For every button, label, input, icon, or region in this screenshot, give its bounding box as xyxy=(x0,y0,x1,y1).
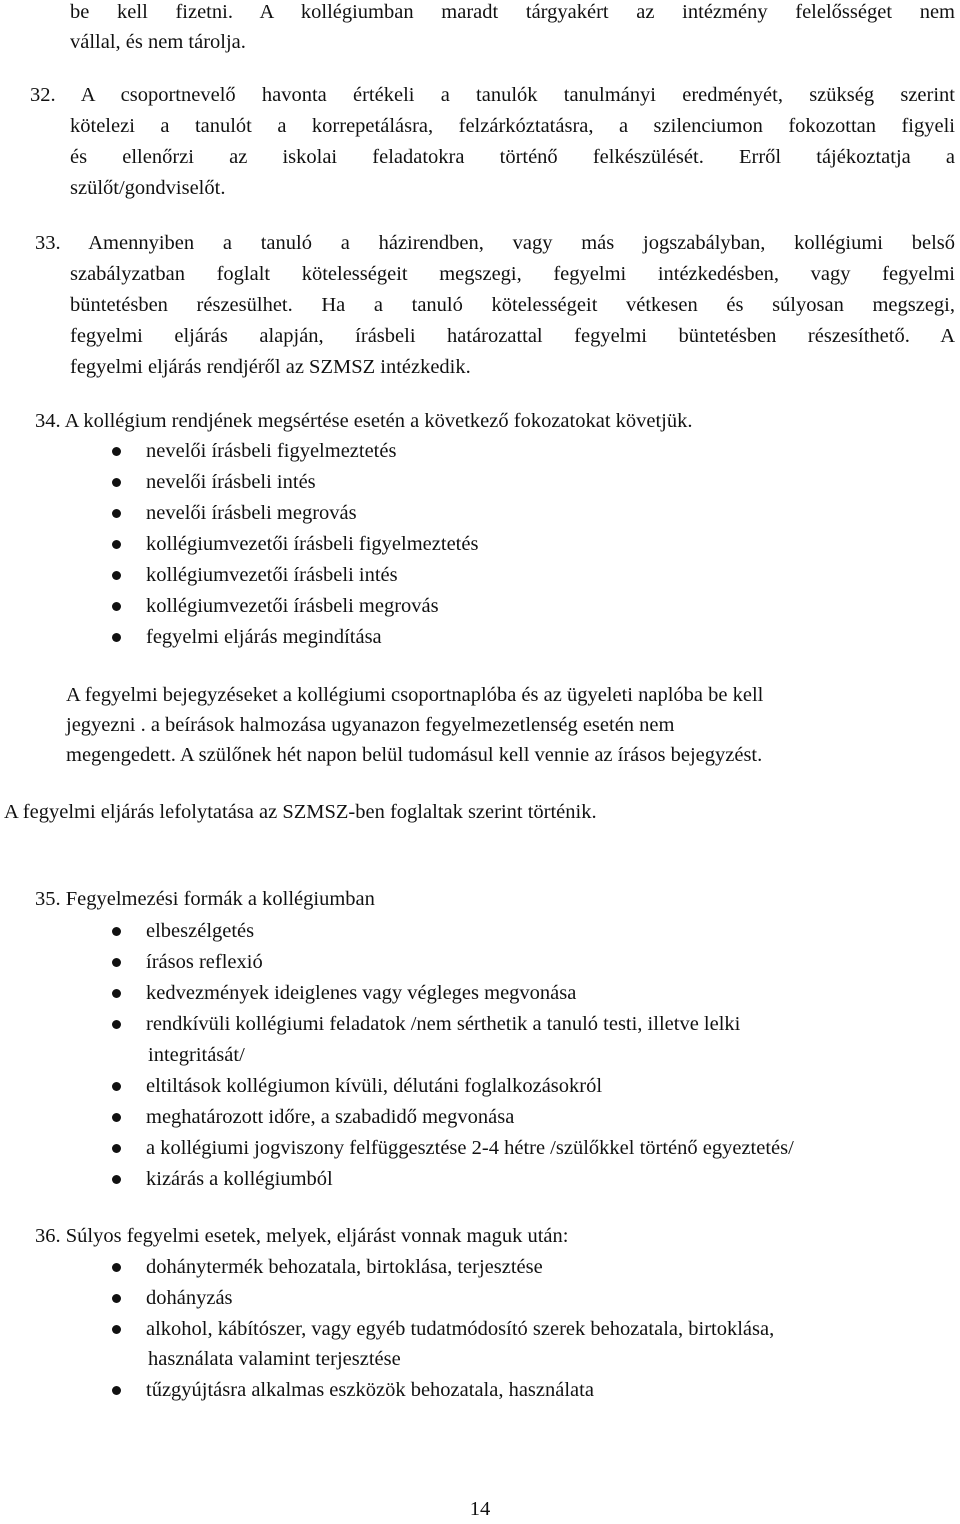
text-line: és ellenőrzi az iskolai feladatokra történő felkészülését. Erről tájékoztatja a xyxy=(70,146,955,168)
bullet-icon xyxy=(112,1113,121,1122)
bullet-icon xyxy=(112,509,121,518)
text-line: A fegyelmi bejegyzéseket a kollégiumi csoportnaplóba és az ügyeleti naplóba be kell xyxy=(66,684,764,706)
section-36-heading: 36. Súlyos fegyelmi esetek, melyek, eljárást vonnak maguk után: xyxy=(35,1225,569,1247)
bullet-icon xyxy=(112,1175,121,1184)
text-line: büntetésben részesülhet. Ha a tanuló kötelességeit vétkesen és súlyosan megszegi, xyxy=(70,294,955,316)
section-35-heading: 35. Fegyelmezési formák a kollégiumban xyxy=(35,888,375,910)
bullet-icon xyxy=(112,927,121,936)
text-line: fegyelmi eljárás alapján, írásbeli határozattal fegyelmi büntetésben részesíthető. A xyxy=(70,325,955,347)
text-line: 33. Amennyiben a tanuló a házirendben, vagy más jogszabályban, kollégiumi belső xyxy=(35,232,955,254)
text-line: be kell fizetni. A kollégiumban maradt tárgyakért az intézmény felelősséget nem xyxy=(70,1,955,23)
bullet-icon xyxy=(112,1325,121,1334)
document-page: be kell fizetni. A kollégiumban maradt tárgyakért az intézmény felelősséget nem vállal, és nem tárolja. 32. A csoportnevelő havonta értékeli a tanulók tanulmányi eredményét, szükség szerint kötelezi a tanulót a korrepetálásra, felzárkóztatásra, a szilenciumon fokozottan figyeli és ellenőrzi az iskolai feladatokra történő felkészülését. Erről tájékoztatja a szülőt/gondviselőt. 33. Amennyiben a tanuló a házirendben, vagy más jogszabályban, kollégiumi belső szabályzatban foglalt kötelességeit megszegi, fegyelmi intézkedésben, vagy fegyelmi büntetésben részesülhet. Ha a tanuló kötelességeit vétkesen és súlyosan megszegi, fegyelmi eljárás alapján, írásbeli határozattal fegyelmi büntetésben részesíthető. A fegyelmi eljárás rendjéről az SZMSZ intézkedik. 34. A kollégium rendjének megsértése esetén a következő fokozatokat követjük. nevelői írásbeli figyelmeztetés nevelői írásbeli intés nevelői írásbeli megrovás kollégiumvezetői írásbeli figyelmeztetés kollégiumvezetői írásbeli intés kollégiumvezetői írásbeli megrovás fegyelmi eljárás megindítása A fegyelmi bejegyzéseket a kollégiumi csoportnaplóba és az ügyeleti naplóba be kell jegyezni . a beírások halmozása ugyanazon fegyelmezetlenség esetén nem megengedett. A szülőnek hét napon belül tudomásul kell vennie az írásos bejegyzést. A fegyelmi eljárás lefolytatása az SZMSZ-ben foglaltak szerint történik. 35. Fegyelmezési formák a kollégiumban elbeszélgetés írásos reflexió kedvezmények ideiglenes vagy végleges megvonása rendkívüli kollégiumi feladatok /nem sérthetik a tanuló testi, illetve lelki integritását/ eltiltások kollégiumon kívüli, délutáni foglalkozásokról meghatározott időre, a szabadidő megvonása a kollégiumi jogviszony felfüggesztése 2-4 hétre /szülőkkel történő egyeztetés/ kizárás a kollégiumból 36. Súlyos fegyelmi esetek, melyek, eljárást vonnak maguk után: dohánytermék behozatala, birtoklása, terjesztése dohányzás alkohol, kábítószer, vagy egyéb tudatmódosító szerek behozatala, birtoklása, használata valamint terjesztése tűzgyújtásra alkalmas eszközök behozatala, használata 14 xyxy=(0,0,960,1521)
text-line: szabályzatban foglalt kötelességeit megszegi, fegyelmi intézkedésben, vagy fegyelmi xyxy=(70,263,955,285)
bullet-icon xyxy=(112,989,121,998)
page-number: 14 xyxy=(469,1498,491,1520)
text-line: 32. A csoportnevelő havonta értékeli a tanulók tanulmányi eredményét, szükség szerint xyxy=(30,84,955,106)
bullet-icon xyxy=(112,633,121,642)
bullet-icon xyxy=(112,1020,121,1029)
section-34-closing: A fegyelmi eljárás lefolytatása az SZMSZ-ben foglaltak szerint történik. xyxy=(4,801,597,823)
text-line: megengedett. A szülőnek hét napon belül tudomásul kell vennie az írásos bejegyzést. xyxy=(66,744,763,766)
bullet-icon xyxy=(112,447,121,456)
bullet-icon xyxy=(112,1294,121,1303)
bullet-icon xyxy=(112,571,121,580)
bullet-icon xyxy=(112,478,121,487)
text-line: kötelezi a tanulót a korrepetálásra, felzárkóztatásra, a szilenciumon fokozottan figyeli xyxy=(70,115,955,137)
text-line: fegyelmi eljárás rendjéről az SZMSZ intézkedik. xyxy=(70,356,471,378)
text-line: szülőt/gondviselőt. xyxy=(70,177,226,199)
text-line: vállal, és nem tárolja. xyxy=(70,31,246,53)
text-line: jegyezni . a beírások halmozása ugyanazon fegyelmezetlenség esetén nem xyxy=(66,714,675,736)
bullet-icon xyxy=(112,540,121,549)
section-34-heading: 34. A kollégium rendjének megsértése esetén a következő fokozatokat követjük. xyxy=(35,410,693,432)
bullet-icon xyxy=(112,1386,121,1395)
bullet-icon xyxy=(112,1082,121,1091)
bullet-icon xyxy=(112,1144,121,1153)
bullet-icon xyxy=(112,958,121,967)
bullet-icon xyxy=(112,1263,121,1272)
bullet-icon xyxy=(112,602,121,611)
